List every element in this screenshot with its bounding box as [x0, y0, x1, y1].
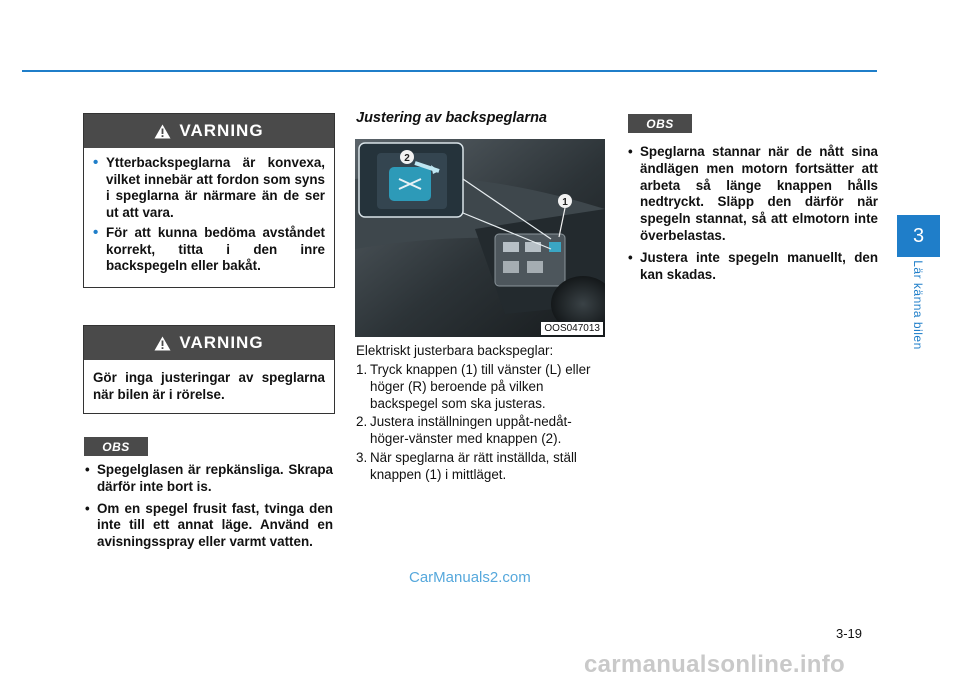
intro-text: Elektriskt justerbara backspeglar: [356, 343, 554, 358]
warning-item: • Ytterbackspeglarna är konvexa, vilket innebär att fordon som syns i speglarna är närmare än de ser ut att vara. [93, 155, 325, 221]
warning-box-no-adjust-while-driving [83, 325, 335, 414]
warning-title: VARNING [179, 333, 264, 352]
obs-item: • Justera inte spegeln manuellt, den kan skadas. [626, 250, 878, 284]
callout-1-label: 1 [562, 197, 568, 208]
watermark-site: carmanualsonline.info [584, 651, 846, 678]
warning-box-mirrors-convex [83, 113, 335, 288]
step-text: När speglarna är rätt inställda, ställ knappen (1) i mittläget. [370, 449, 577, 482]
obs-label: OBS [628, 114, 692, 133]
step-item [356, 450, 604, 484]
mirror-switch-photo [355, 139, 605, 337]
step-text: Tryck knappen (1) till vänster (L) eller höger (R) beroende på vilken backspegel som ska justeras. [370, 362, 591, 411]
section-title: Justering av backspeglarna [356, 110, 547, 126]
steps-list [356, 362, 604, 486]
warning-triangle-icon [154, 336, 171, 351]
obs-label: OBS [84, 437, 148, 456]
step-item [356, 362, 604, 412]
image-code: OOS047013 [541, 322, 603, 335]
callout-2-label: 2 [404, 153, 410, 164]
header-rule [22, 70, 877, 72]
warning-text: Gör inga justeringar av speglarna när bilen är i rörelse. [93, 370, 325, 402]
step-number: 2. [356, 414, 368, 430]
page-number: 3-19 [836, 626, 863, 641]
warning-title: VARNING [179, 121, 264, 140]
warning-list [93, 155, 325, 275]
warning-header [84, 326, 334, 360]
door-panel-illustration [355, 139, 605, 337]
watermark-carmanuals: CarManuals2.com [409, 569, 531, 586]
obs-item: • Spegelglasen är repkänsliga. Skrapa därför inte bort is. [83, 462, 333, 496]
chapter-number-tab: 3 [897, 215, 940, 257]
warning-header [84, 114, 334, 148]
step-item [356, 414, 604, 448]
obs-item: • Speglarna stannar när de nått sina ändlägen men motorn fortsätter att arbeta så länge knappen hålls nedtryckt. Släpp den därför när spegeln stannat, så att elmotorn inte överbelastas. [626, 144, 878, 245]
chapter-name: Lär känna bilen [911, 260, 925, 350]
step-text: Justera inställningen uppåt-nedåt-höger-vänster med knappen (2). [370, 414, 572, 447]
step-number: 1. [356, 362, 368, 377]
warning-item: • För att kunna bedöma avståndet korrekt, titta i den inre backspegeln eller bakåt. [93, 225, 325, 275]
obs-item: • Om en spegel frusit fast, tvinga den inte till ett annat läge. Använd en avisningsspray eller varmt vatten. [83, 501, 333, 551]
obs-list [626, 144, 878, 288]
step-number: 3. [356, 449, 368, 465]
warning-triangle-icon [154, 124, 171, 139]
obs-list [83, 462, 333, 556]
